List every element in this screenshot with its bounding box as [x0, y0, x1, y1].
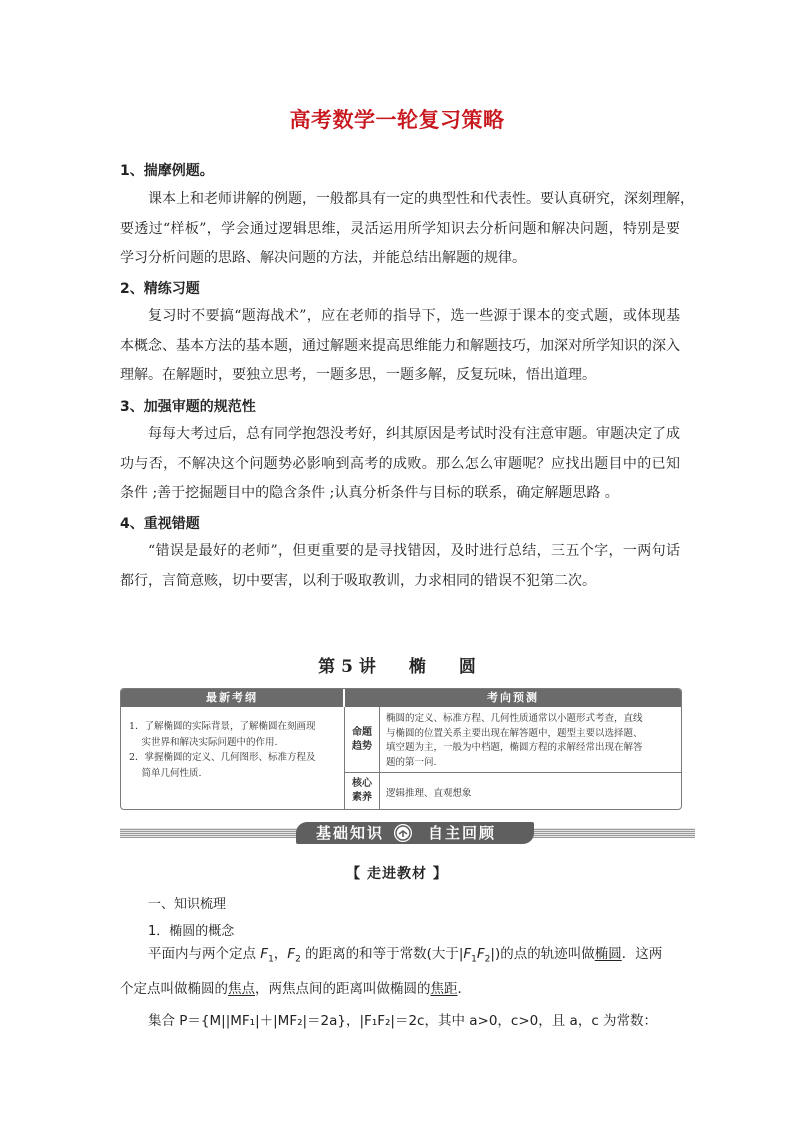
- subsection-title: 【 走进教材 】: [346, 866, 448, 882]
- paragraph-line: 要透过“样板”，学会通过逻辑思维，灵活运用所学知识去分析问题和解决问题，特别是要: [120, 220, 680, 237]
- exam-outline-table: [120, 688, 682, 810]
- outline-line: 简单几何性质.: [129, 767, 202, 779]
- paragraph-line: 课本上和老师讲解的例题，一般都具有一定的典型性和代表性。要认真研究，深刻理解，: [148, 191, 694, 207]
- forecast-line: 填空题为主，一般为中档题，椭圆方程的求解经常出现在解答: [386, 742, 643, 753]
- paragraph-2: [120, 302, 680, 391]
- section-heading-3: 3、加强审题的规范性: [120, 399, 256, 415]
- lecture-number: 第 5 讲: [318, 657, 376, 677]
- definition-line: 平面内与两个定点 $F_1$，$F_2$ 的距离的和等于常数(大于$|F_1F_2|$)的点的轨迹叫做椭圆．这两: [148, 946, 663, 965]
- outline-line: 1．了解椭圆的实际背景，了解椭圆在刻画现: [129, 721, 316, 732]
- paragraph-1: [120, 185, 694, 274]
- knowledge-heading: 一、知识梳理: [148, 897, 227, 912]
- table-header-forecast: 考向预测: [345, 689, 681, 707]
- outline-line: 2．掌握椭圆的定义、几何图形、标准方程及: [129, 752, 316, 763]
- section-heading-1: 1、揣摩例题。: [120, 163, 214, 179]
- page-title: 高考数学一轮复习策略: [289, 108, 505, 132]
- forecast-content: [386, 712, 674, 770]
- paragraph-line: 每每大考过后，总有同学抱怨没考好，纠其原因是考试时没有注意审题。审题决定了成: [148, 426, 680, 442]
- term-focal-distance: 焦距: [430, 981, 458, 998]
- paragraph-4: [120, 537, 680, 596]
- lecture-word-2: 圆: [458, 657, 476, 677]
- paragraph-line: 都行，言简意赅，切中要害，以利于吸取教训，力求相同的错误不犯第二次。: [120, 572, 596, 589]
- paragraph-3: [120, 420, 680, 509]
- term-ellipse: 椭圆: [594, 946, 622, 962]
- paragraph-line: 本概念、基本方法的基本题，通过解题来提高思维能力和解题技巧，加深对所学知识的深入: [120, 337, 680, 354]
- set-definition: 集合 P＝{M||MF₁|＋|MF₂|＝2a}，|F₁F₂|＝2c，其中 a>0，c>0，且 a，c 为常数：: [148, 1012, 658, 1029]
- section-heading-2: 2、精练习题: [120, 281, 200, 297]
- paragraph-line: 学习分析问题的思路、解决问题的方法，并能总结出解题的规律。: [120, 250, 526, 266]
- table-row-divider: [345, 772, 681, 773]
- core-literacy-text: 逻辑推理、直观想象: [386, 788, 472, 799]
- paragraph-line: 功与否，不解决这个问题势必影响到高考的成败。那么怎么审题呢？应找出题目中的已知: [120, 455, 680, 472]
- banner-right-text: 自主回顾: [428, 824, 497, 842]
- label-text: 核心: [352, 778, 372, 789]
- forecast-line: 与椭圆的位置关系主要出现在解答题中，题型主要以选择题、: [386, 727, 643, 739]
- outline-line: 实世界和解决实际问题中的作用.: [129, 736, 278, 748]
- outline-content: [129, 719, 329, 781]
- banner-pill: [296, 822, 534, 844]
- definition-line: 个定点叫做椭圆的焦点，两焦点间的距离叫做椭圆的焦距．: [120, 981, 471, 998]
- ellipse-definition: [120, 940, 680, 1036]
- label-text: 素养: [352, 792, 372, 803]
- book-icon: [394, 824, 412, 842]
- concept-heading: 1．椭圆的概念: [148, 924, 235, 939]
- table-header-outline: 最新考纲: [121, 689, 343, 707]
- label-core: [345, 773, 380, 809]
- banner-left-text: 基础知识: [316, 824, 385, 842]
- term-focus: 焦点: [228, 981, 255, 998]
- paragraph-line: “错误是最好的老师”，但更重要的是寻找错因，及时进行总结，三五个字，一两句话: [148, 543, 680, 559]
- section-heading-4: 4、重视错题: [120, 516, 200, 532]
- forecast-line: 椭圆的定义、标准方程、几何性质通常以小题形式考查，直线: [386, 713, 643, 724]
- paragraph-line: 条件 ;善于挖掘题目中的隐含条件 ;认真分析条件与目标的联系，确定解题思路 。: [120, 485, 619, 501]
- paragraph-line: 复习时不要搞“题海战术”，应在老师的指导下，选一些源于课本的变式题，或体现基: [148, 308, 680, 324]
- paragraph-line: 理解。在解题时，要独立思考，一题多思，一题多解，反复玩味，悟出道理。: [120, 367, 596, 383]
- label-text: 命题: [352, 727, 372, 738]
- section-banner: [120, 822, 695, 844]
- label-trend: [345, 707, 380, 773]
- lecture-word-1: 椭: [408, 657, 426, 677]
- label-text: 趋势: [352, 741, 372, 752]
- lecture-title: [0, 652, 794, 677]
- forecast-line: 题的第一问.: [386, 756, 437, 768]
